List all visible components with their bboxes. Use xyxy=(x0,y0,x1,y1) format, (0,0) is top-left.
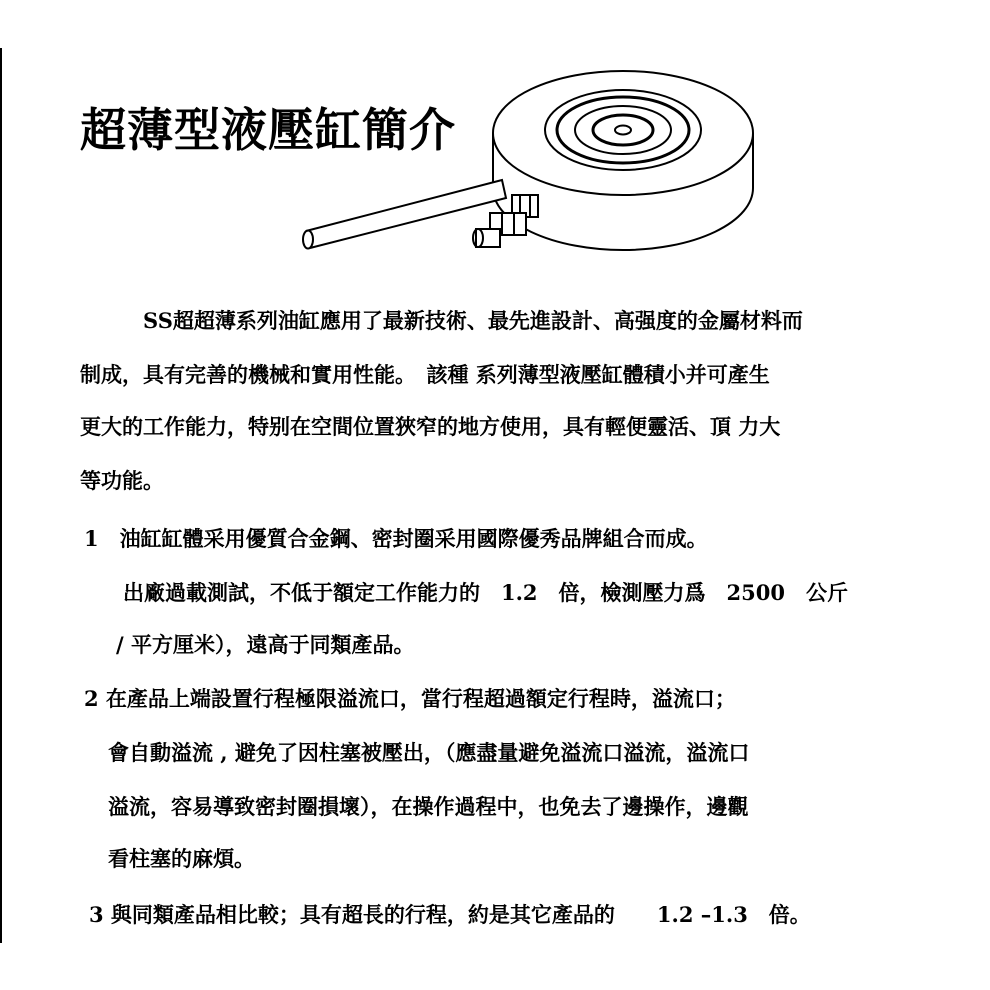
document-title: 超薄型液壓缸簡介 xyxy=(80,103,456,157)
intro-line-1: SS超超薄系列油缸應用了最新技術、最先進設計、高强度的金屬材料而 xyxy=(143,308,803,333)
left-border-rule xyxy=(0,48,2,943)
point-1-line-2: 出廠過載測試，不低于額定工作能力的 1.2 倍，檢測壓力爲 2500 公斤 xyxy=(123,580,848,605)
point-2-line-1: 2 在產品上端設置行程極限溢流口，當行程超過額定行程時，溢流口； xyxy=(84,686,736,711)
intro-line-4: 等功能。 xyxy=(80,468,164,493)
point-3-line-1: 3 與同類產品相比較；具有超長的行程，約是其它產品的 1.2 –1.3 倍。 xyxy=(89,902,811,927)
point-2-line-4: 看柱塞的麻煩。 xyxy=(108,846,255,871)
point-1-line-1: 1 油缸缸體采用優質合金鋼、密封圈采用國際優秀品牌組合而成。 xyxy=(84,526,708,551)
point-2-line-2: 會自動溢流 , 避免了因柱塞被壓出，（應盡量避免溢流口溢流，溢流口 xyxy=(108,740,750,765)
intro-line-2: 制成，具有完善的機械和實用性能。 該種 系列薄型液壓缸體積小并可產生 xyxy=(80,362,770,387)
hydraulic-cylinder-illustration xyxy=(290,55,770,265)
point-1-line-3: / 平方厘米），遠高于同類產品。 xyxy=(116,632,415,657)
intro-line-3: 更大的工作能力，特别在空間位置狹窄的地方使用，具有輕便靈活、頂 力大 xyxy=(80,414,781,439)
point-2-line-3: 溢流，容易導致密封圈損壞），在操作過程中，也免去了邊操作，邊觀 xyxy=(108,794,749,819)
